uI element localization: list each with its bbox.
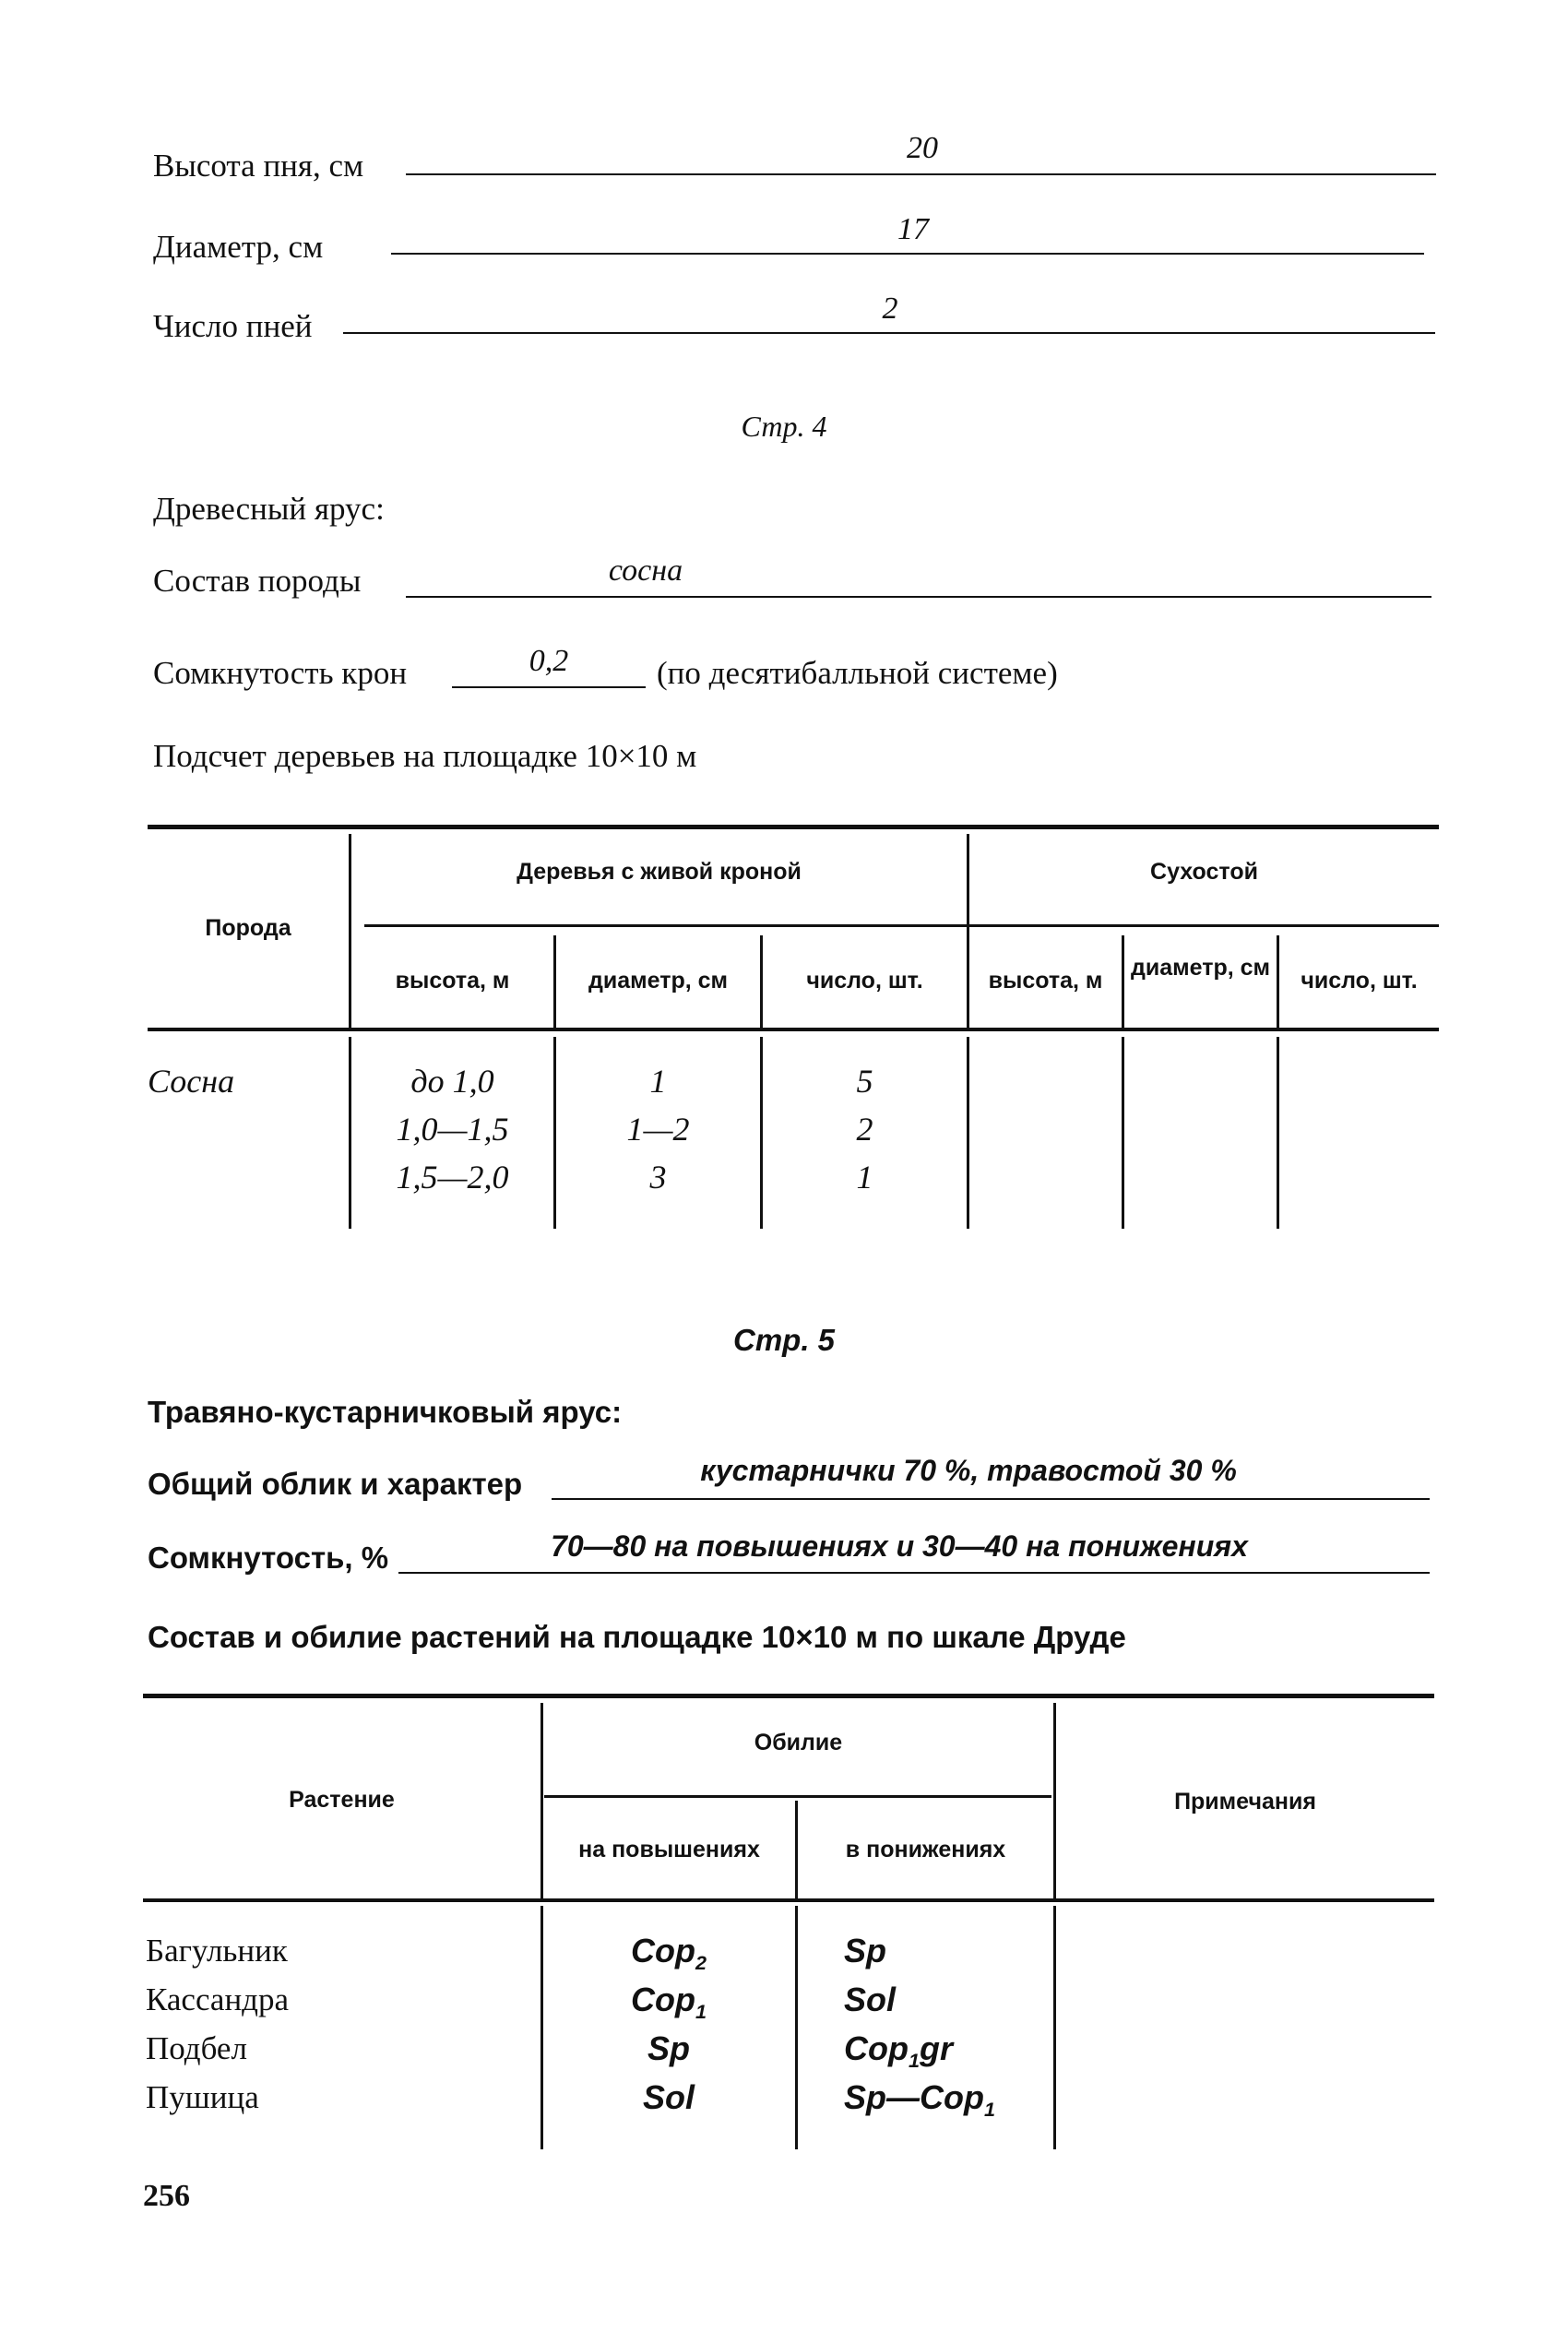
table-top-rule xyxy=(143,1694,1434,1698)
col-divider xyxy=(540,1906,543,2149)
table-header-rule xyxy=(148,1028,1439,1031)
stump-count-line xyxy=(343,332,1435,334)
table-group-rule xyxy=(544,1795,1051,1798)
diameter-label: Диаметр, см xyxy=(153,229,324,265)
composition-label: Состав породы xyxy=(153,563,362,599)
tree-layer-label: Древесный ярус: xyxy=(153,491,385,527)
abundance-cell: Sol xyxy=(844,1981,897,2018)
plant-composition-title: Состав и обилие растений на площадке 10×10 м по шкале Друде xyxy=(148,1620,1126,1654)
th-plant: Растение xyxy=(289,1787,395,1813)
table-cell: 1 xyxy=(856,1159,873,1196)
stump-count-value: 2 xyxy=(882,292,898,326)
th-live-diameter: диаметр, см xyxy=(588,968,728,993)
col-divider xyxy=(1122,1037,1124,1229)
th-notes: Примечания xyxy=(1174,1789,1316,1814)
table-cell: до 1,0 xyxy=(410,1063,494,1100)
stump-count-label: Число пней xyxy=(153,308,313,344)
abundance-cell: Cop$_1$ xyxy=(631,1981,707,2024)
th-dead-count: число, шт. xyxy=(1301,968,1418,993)
diameter-value: 17 xyxy=(897,212,929,246)
appearance-label: Общий облик и характер xyxy=(148,1467,523,1501)
table-group-rule xyxy=(364,924,1439,927)
tree-count-title: Подсчет деревьев на площадке 10×10 м xyxy=(153,738,697,774)
plant-name: Багульник xyxy=(146,1933,288,1969)
abundance-cell: Sp xyxy=(647,2029,690,2067)
closure-line xyxy=(398,1572,1430,1574)
th-species: Порода xyxy=(205,915,291,941)
th-dead-height: высота, м xyxy=(988,968,1103,993)
species-cell: Сосна xyxy=(148,1063,235,1100)
crown-closure-line xyxy=(452,686,646,688)
stump-height-line xyxy=(406,173,1436,175)
crown-closure-note: (по десятибалльной системе) xyxy=(657,655,1058,691)
table-cell: 1,0—1,5 xyxy=(396,1111,509,1148)
crown-closure-value: 0,2 xyxy=(529,644,569,678)
abundance-cell: Cop$_1$gr xyxy=(844,2029,953,2073)
composition-line xyxy=(406,596,1431,598)
table-cell: 2 xyxy=(856,1111,873,1148)
table-top-rule xyxy=(148,825,1439,829)
col-divider xyxy=(967,1037,969,1229)
composition-value: сосна xyxy=(608,553,683,588)
crown-closure-label: Сомкнутость крон xyxy=(153,655,408,691)
closure-label: Сомкнутость, % xyxy=(148,1541,389,1575)
plant-name: Подбел xyxy=(146,2030,247,2066)
appearance-value: кустарнички 70 %, травостой 30 % xyxy=(700,1454,1237,1487)
table-cell: 1,5—2,0 xyxy=(396,1159,509,1196)
table-cell: 1 xyxy=(649,1063,667,1100)
th-live-height: высота, м xyxy=(395,968,510,993)
table-cell: 3 xyxy=(649,1159,667,1196)
plant-name: Кассандра xyxy=(146,1981,290,2017)
diameter-line xyxy=(391,253,1424,255)
appearance-line xyxy=(552,1498,1430,1500)
table-cell: 1—2 xyxy=(626,1111,690,1148)
stump-height-label: Высота пня, см xyxy=(153,148,364,184)
col-divider xyxy=(1122,935,1124,1028)
abundance-cell: Sp—Cop$_1$ xyxy=(844,2078,995,2122)
closure-value: 70—80 на повышениях и 30—40 на понижениях xyxy=(551,1529,1248,1563)
table-header-rule xyxy=(143,1898,1434,1902)
page5-heading: Стр. 5 xyxy=(732,1323,836,1357)
th-live-trees: Деревья с живой кроной xyxy=(517,859,802,885)
abundance-cell: Cop$_2$ xyxy=(631,1932,707,1975)
th-dead-standing: Сухостой xyxy=(1150,859,1258,885)
herb-layer-label: Травяно-кустарничковый ярус: xyxy=(148,1395,623,1429)
abundance-cell: Sol xyxy=(642,2078,695,2116)
col-divider xyxy=(1277,1037,1279,1229)
th-dead-diameter: диаметр, см xyxy=(1130,955,1270,981)
stump-height-value: 20 xyxy=(907,131,938,165)
abundance-cell: Sp xyxy=(844,1932,887,1969)
page-number: 256 xyxy=(143,2179,190,2213)
table-cell: 5 xyxy=(856,1063,873,1100)
page4-heading: Стр. 4 xyxy=(741,410,827,443)
plant-name: Пушица xyxy=(146,2079,259,2115)
th-abundance: Обилие xyxy=(754,1730,843,1755)
col-divider xyxy=(795,1906,798,2149)
th-live-count: число, шт. xyxy=(806,968,923,993)
th-on-elevations: на повышениях xyxy=(578,1837,760,1862)
th-in-depressions: в понижениях xyxy=(845,1837,1006,1862)
